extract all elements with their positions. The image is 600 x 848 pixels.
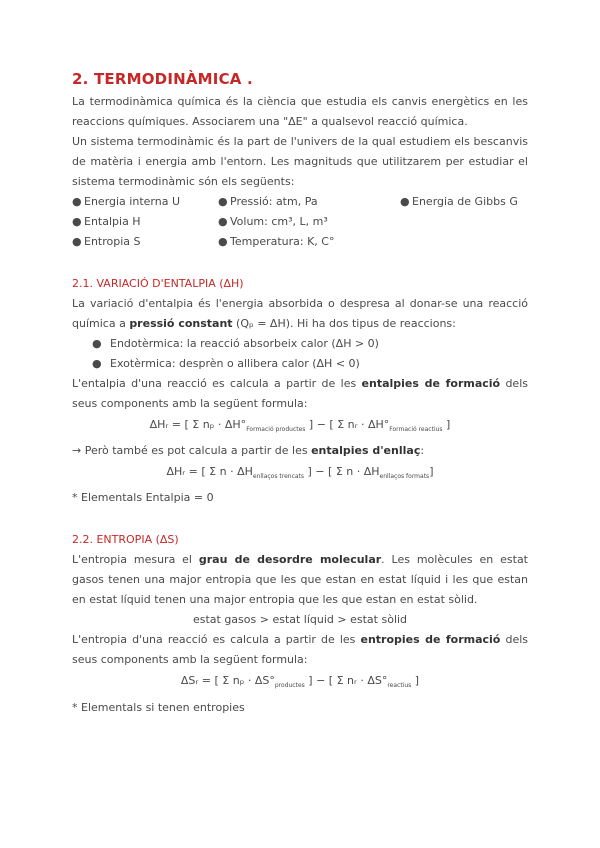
paragraph-intro: La termodinàmica química és la ciència que estudia els canvis energètics en les reaccions químiques. Associarem una "ΔE" a qualsevol reacció química. <box>72 95 528 128</box>
list-item: ● Endotèrmica: la reacció absorbeix calor (ΔH > 0) <box>72 334 528 354</box>
bullet-icon: ● <box>400 195 410 208</box>
list-item: ● Volum: cm³, L, m³ <box>218 212 400 232</box>
bullet-icon: ● <box>218 235 228 248</box>
reaction-types-list <box>72 334 528 374</box>
note-entalpia: * Elementals Entalpia = 0 <box>72 491 214 505</box>
list-item: ● Entropia S <box>72 232 218 252</box>
entropy-order: estat gasos > estat líquid > estat sòlid <box>192 613 408 627</box>
paragraph-entropia-formacio: L'entropia d'una reacció es calcula a partir de les entropies de formació dels seus components amb la següent formula: <box>72 633 528 667</box>
list-item: ● Energia de Gibbs G <box>400 192 528 212</box>
bullet-icon: ● <box>72 235 82 248</box>
bullet-icon: ● <box>72 215 82 228</box>
magnitudes-list <box>72 192 528 252</box>
bullet-icon: ● <box>218 195 228 208</box>
bullet-icon: ● <box>92 337 102 350</box>
formula-entalpia-enllac: ΔHᵣ = [ Σ $n \cdot \Delta H_{enllaços trencats}$ ] − [ Σ $n \cdot \Delta H_{enllaços formats}$] <box>166 465 434 481</box>
paragraph-entropia: L'entropia mesura el grau de desordre molecular. Les molècules en estat gasos tenen una major entropia que les que estan en estat líquid i les que estan en estat líquid tenen una major entropia que les que estan en estat sòlid. <box>72 553 528 607</box>
document-page <box>72 70 528 718</box>
bullet-icon: ● <box>92 357 102 370</box>
list-item: ● Entalpia H <box>72 212 218 232</box>
paragraph-entalpia-formacio: L'entalpia d'una reacció es calcula a partir de les entalpies de formació dels seus components amb la següent formula: <box>72 377 528 410</box>
formula-entropia: ΔSᵣ = [ Σ $n_p \cdot \Delta S^\circ_{productes}$ ] − [ Σ nᵣ · $\Delta S^\circ_{reactius}$ ] <box>180 674 420 690</box>
section-title-entalpia: 2.1. VARIACIÓ D'ENTALPIA (ΔH) <box>72 277 244 290</box>
list-item: ● Energia interna U <box>72 192 218 212</box>
bullet-icon: ● <box>218 215 228 228</box>
section-title-termodinamica: 2. TERMODINÀMICA . <box>72 70 253 88</box>
paragraph-system: Un sistema termodinàmic és la part de l'univers de la qual estudiem els bescanvis de matèria i energia amb l'entorn. Les magnituds que utilitzarem per estudiar el sistema termodinàmic són els següents: <box>72 135 528 188</box>
formula-entalpia-formacio: ΔHᵣ = [ Σ $n_p \cdot \Delta H^\circ_{Formació productes}$ ] − [ Σ nᵣ · $\Delta H^\circ_{Formació reactius}$ ] <box>149 418 451 434</box>
list-item: ● Temperatura: K, C° <box>218 232 400 252</box>
list-item: ● Exotèrmica: desprèn o allibera calor (ΔH < 0) <box>72 354 528 374</box>
bullet-icon: ● <box>72 195 82 208</box>
paragraph-entalpia: La variació d'entalpia és l'energia absorbida o despresa al donar-se una reacció química a pressió constant (Qₚ = ΔH). Hi ha dos tipus de reaccions: <box>72 297 528 330</box>
section-title-entropia: 2.2. ENTROPIA (ΔS) <box>72 533 179 547</box>
note-entropia: * Elementals si tenen entropies <box>72 700 245 714</box>
paragraph-entalpia-enllac: → Però també es pot calcula a partir de les entalpies d'enllaç: <box>72 444 425 458</box>
list-item: ● Pressió: atm, Pa <box>218 192 400 212</box>
